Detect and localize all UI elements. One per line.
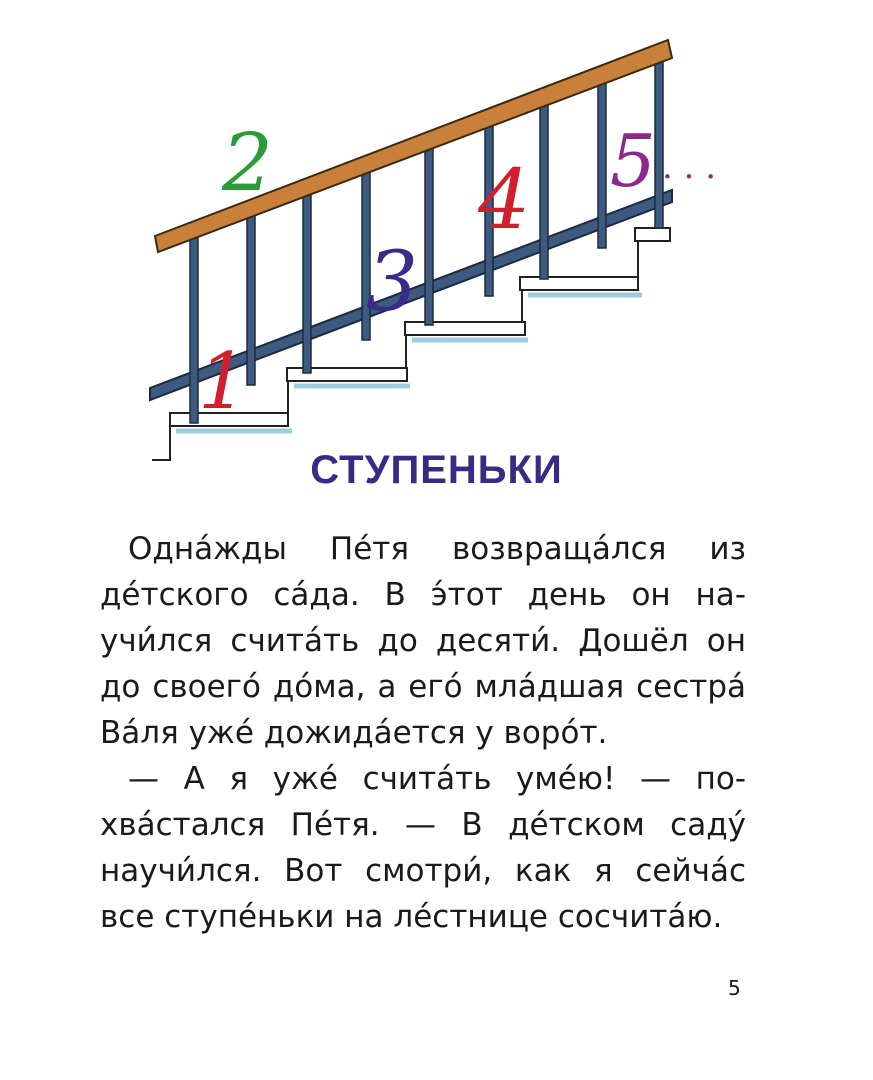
staircase-illustration: [0, 0, 873, 500]
number-1: 1: [198, 337, 248, 427]
story-title: СТУПЕНЬКИ: [310, 448, 563, 492]
balusters: [190, 58, 663, 423]
story-text: [100, 526, 746, 940]
story-paragraph: — А я уже́ счита́ть уме́ю! — похва́стался Пе́тя. — В де́тском саду́ научи́лся. Вот смотри́, как я сейча́с все ступе́ньки на ле́стнице сосчита́ю.: [100, 761, 746, 935]
number-4: 4: [478, 153, 531, 248]
number-ellipsis: . . .: [662, 147, 717, 187]
story-paragraph: Одна́жды Пе́тя возвраща́лся из де́тского са́да. В э́тот день он научи́лся счита́ть до десяти́. Дошёл он до своего́ до́ма, а его́ мла́дшая сестра́ Ва́ля уже́ дожида́ется у воро́т.: [100, 531, 746, 751]
number-3: 3: [366, 235, 419, 330]
number-2: 2: [222, 116, 273, 209]
number-5: 5: [610, 119, 656, 203]
page-number: 5: [728, 976, 741, 1000]
